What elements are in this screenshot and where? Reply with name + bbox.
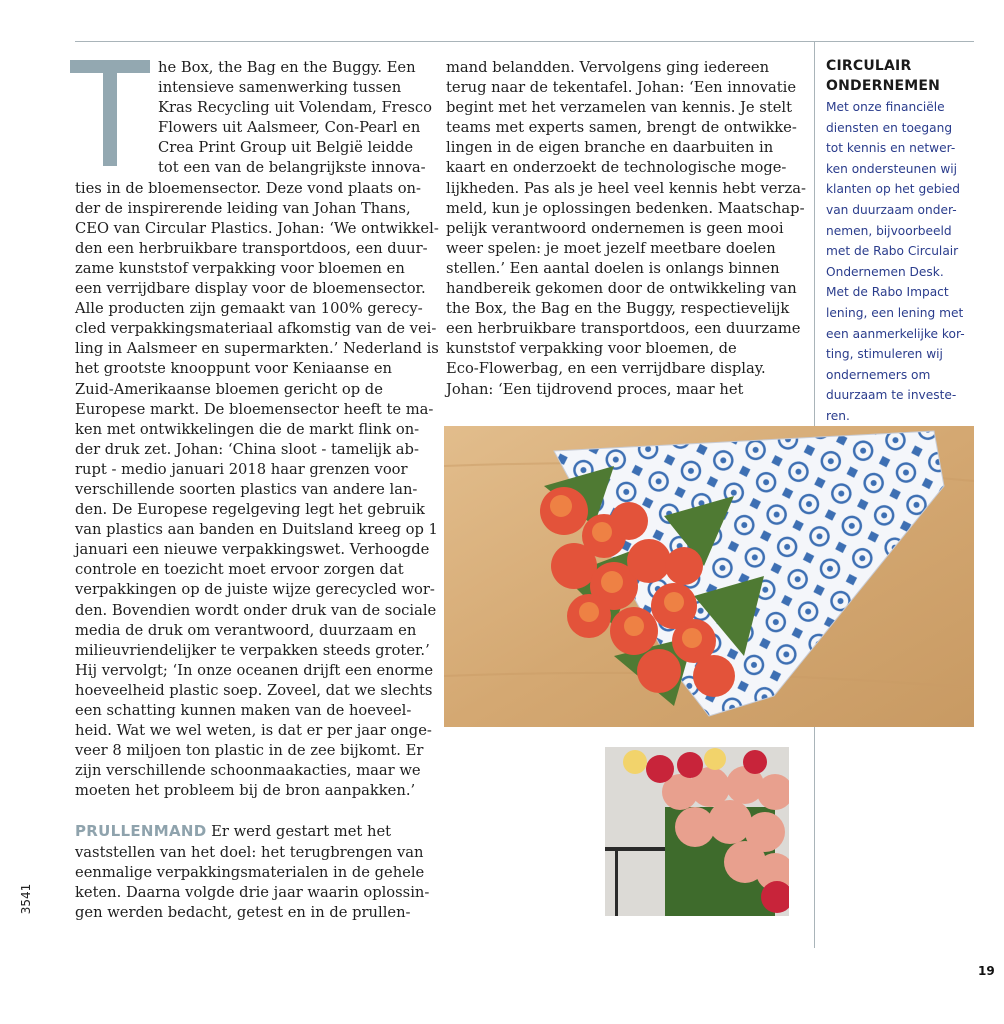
sidebar-line: een aanmerkelijke kor- — [826, 326, 965, 341]
text-line: ties in de bloemensector. Deze vond plaats on- — [75, 179, 421, 197]
text-line: een schatting kunnen maken van de hoeveel- — [75, 702, 412, 719]
sidebar-line: lening, een lening met — [826, 305, 964, 320]
text-line: lijkheden. Pas als je heel veel kennis hebt verza- — [446, 179, 806, 197]
text-line: tot een van de belangrijkste innova- — [158, 159, 426, 177]
text-line: ken met ontwikkelingen die de markt flink on- — [75, 420, 420, 438]
sidebar-line: ondernemers om — [826, 367, 931, 382]
article-column-1 — [75, 58, 439, 923]
text-line: Johan: ‘Een tijdrovend proces, maar het — [446, 380, 744, 398]
text-line: het grootste knooppunt voor Keniaanse en — [75, 360, 392, 378]
text-line: teams met experts samen, brengt de ontwikke- — [446, 119, 797, 137]
text-line: Alle producten zijn gemaakt van 100% gerecy- — [75, 300, 423, 318]
text-line: mand belandden. Vervolgens ging iedereen — [446, 59, 770, 76]
text-line: van plastics aan banden en Duitsland kreeg op 1 — [75, 521, 438, 539]
text-line: zijn verschillende schoonmaakacties, maar we — [75, 762, 421, 780]
page-number: 19 — [978, 964, 995, 978]
sidebar-title-line: CIRCULAIR — [826, 58, 912, 74]
sidebar-line: van duurzaam onder- — [826, 202, 957, 217]
sidebar-body — [826, 97, 996, 427]
text-line: kunststof verpakking voor bloemen, de — [446, 340, 737, 358]
text-line: keten. Daarna volgde drie jaar waarin oplossin- — [75, 883, 430, 901]
text-line: milieuvriendelijker te verpakken steeds groter.’ — [75, 641, 430, 659]
text-line: verpakkingen op de juiste wijze gerecycled wor- — [75, 581, 435, 599]
text-line: heid. Wat we wel weten, is dat er per jaar onge- — [75, 722, 432, 740]
text-line: moeten het probleem bij de bron aanpakken.’ — [75, 782, 416, 800]
text-line: verschillende soorten plastics van andere lan- — [75, 480, 418, 498]
text-line: intensieve samenwerking tussen — [158, 79, 402, 97]
subhead-line — [75, 821, 425, 842]
text-line: een verrijdbare display voor de bloemensector. — [75, 280, 426, 298]
article-column-2 — [446, 58, 806, 400]
text-line: gen werden bedacht, getest en in de prullen- — [75, 903, 411, 921]
sidebar-box — [826, 56, 996, 427]
text-line: veer 8 miljoen ton plastic in de zee bijkomt. Er — [75, 742, 424, 760]
text-line: controle en toezicht moet ervoor zorgen dat — [75, 561, 404, 579]
text-line: Flowers uit Aalsmeer, Con-Pearl en — [158, 119, 421, 137]
text-line: begint met het verzamelen van kennis. Je stelt — [446, 99, 793, 117]
sidebar-line: met de Rabo Circulair — [826, 244, 959, 259]
text-line: CEO van Circular Plastics. Johan: ‘We ontwikkel- — [75, 219, 439, 237]
sidebar-line: Met de Rabo Impact — [826, 285, 949, 300]
sidebar-line: Ondernemen Desk. — [826, 264, 944, 279]
text-line: Europese markt. De bloemensector heeft te ma- — [75, 400, 434, 418]
text-line: the Box, the Bag en the Buggy, respectievelijk — [446, 300, 790, 318]
sidebar-line: klanten op het gebied — [826, 182, 961, 197]
sidebar-title — [826, 56, 996, 96]
text-line: weer spelen: je moet jezelf meetbare doelen — [446, 239, 776, 257]
sidebar-line: nemen, bijvoorbeeld — [826, 223, 952, 238]
top-rule — [75, 41, 974, 42]
text-line: hoeveelheid plastic soep. Zoveel, dat we slechts — [75, 681, 433, 699]
text-line: terug naar de tekentafel. Johan: ‘Een innovatie — [446, 79, 797, 97]
text-line: stellen.’ Een aantal doelen is onlangs binnen — [446, 259, 780, 277]
text-fragment: Er werd gestart met het — [206, 823, 392, 841]
text-line: Hij vervolgt; ‘In onze oceanen drijft een enorme — [75, 661, 434, 679]
sidebar-line: ting, stimuleren wij — [826, 347, 943, 362]
text-line: Kras Recycling uit Volendam, Fresco — [158, 99, 432, 117]
text-line: Zuid-Amerikaanse bloemen gericht op de — [75, 380, 383, 398]
text-line: ling in Aalsmeer en supermarkten.’ Nederland is — [75, 340, 439, 358]
sidebar-line: duurzaam te investe- — [826, 388, 957, 403]
text-line: den een herbruikbare transportdoos, een duur- — [75, 239, 428, 257]
text-line: der druk zet. Johan: ‘China sloot - tamelijk ab- — [75, 440, 419, 458]
section-subhead: PRULLENMAND — [75, 822, 207, 841]
sidebar-line: ken ondersteunen wij — [826, 161, 958, 176]
text-line: kaart en onderzoekt de technologische moge- — [446, 159, 787, 177]
text-line: rupt - medio januari 2018 haar grenzen voor — [75, 460, 408, 478]
text-line: Crea Print Group uit België leidde — [158, 139, 414, 157]
text-line: cled verpakkingsmateriaal afkomstig van de vei- — [75, 320, 437, 338]
text-line: Eco-Flowerbag, en een verrijdbare display. — [446, 360, 766, 378]
text-line: he Box, the Bag en the Buggy. Een — [158, 59, 416, 76]
text-line: der de inspirerende leiding van Johan Thans, — [75, 199, 411, 217]
text-line: vaststellen van het doel: het terugbrengen van — [75, 843, 424, 861]
text-line: den. Bovendien wordt onder druk van de sociale — [75, 601, 437, 619]
sidebar-line: diensten en toegang — [826, 120, 953, 135]
roses-photo — [605, 747, 789, 916]
side-code: 3541 — [19, 883, 33, 915]
text-line: lingen in de eigen branche en daarbuiten in — [446, 139, 774, 157]
text-line: een herbruikbare transportdoos, een duurzame — [446, 320, 801, 338]
sidebar-title-line: ONDERNEMEN — [826, 78, 941, 94]
text-line: eenmalige verpakkingsmaterialen in de gehele — [75, 863, 425, 881]
sidebar-line: Met onze financiële — [826, 100, 945, 114]
sidebar-line: tot kennis en netwer- — [826, 141, 956, 156]
sidebar-line: ren. — [826, 408, 850, 423]
text-line: pelijk verantwoord ondernemen is geen mooi — [446, 219, 784, 237]
text-line: zame kunststof verpakking voor bloemen en — [75, 259, 405, 277]
text-line: den. De Europese regelgeving legt het gebruik — [75, 501, 425, 519]
text-line: handbereik gekomen door de ontwikkeling van — [446, 280, 797, 298]
bouquet-photo — [444, 426, 974, 727]
text-line: media de druk om verantwoord, duurzaam en — [75, 621, 417, 639]
text-line: meld, kun je oplossingen bedenken. Maatschap- — [446, 199, 805, 217]
text-line: januari een nieuwe verpakkingswet. Verhoogde — [75, 541, 430, 559]
